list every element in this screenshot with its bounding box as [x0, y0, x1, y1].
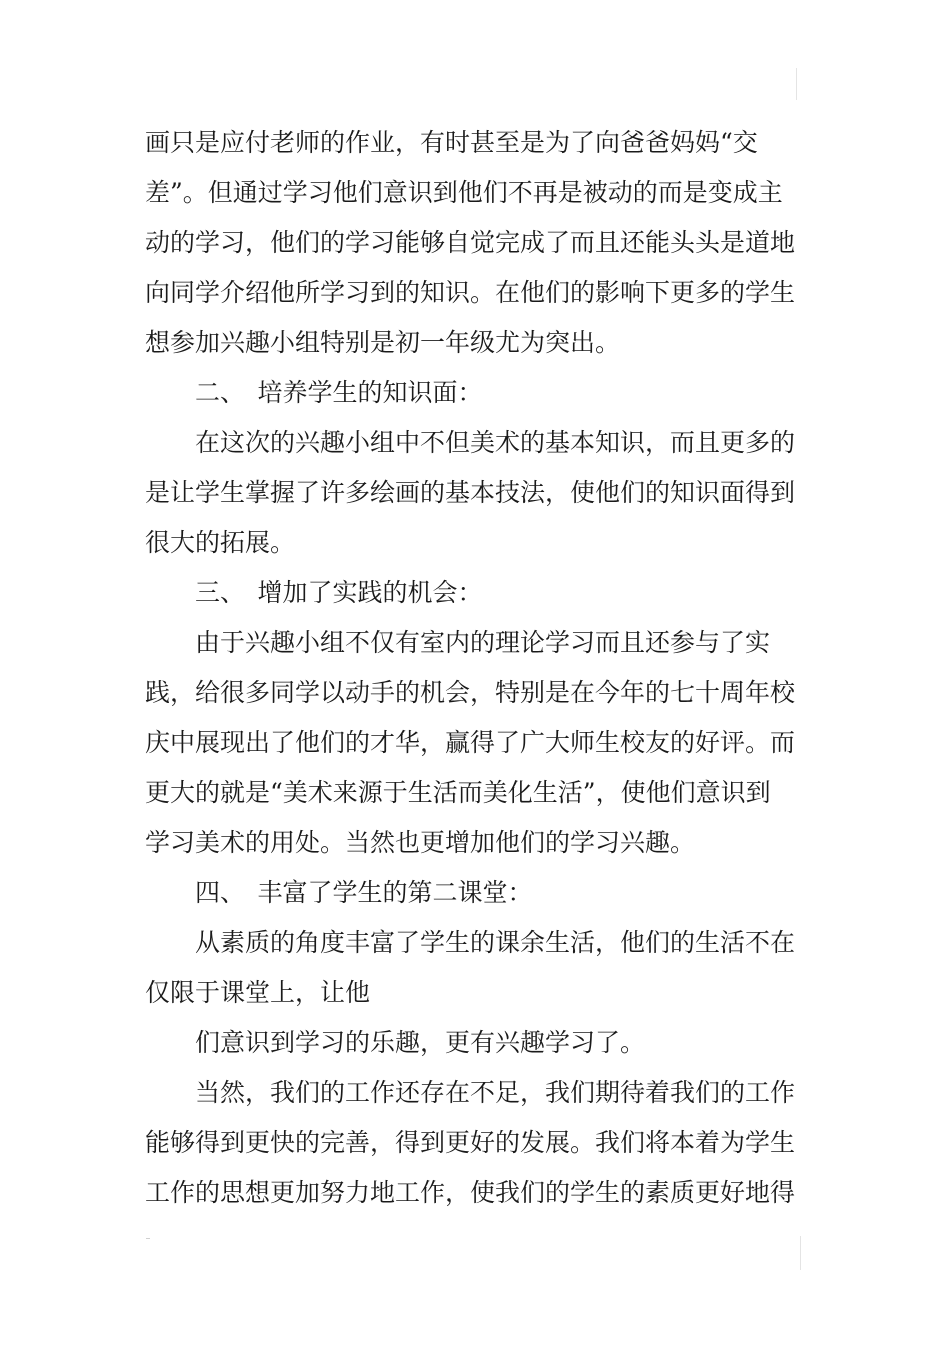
text-line: 践，给很多同学以动手的机会，特别是在今年的七十周年校: [145, 678, 796, 707]
text-line: 从素质的角度丰富了学生的课余生活，他们的生活不在: [195, 928, 796, 957]
text-line: 工作的思想更加努力地工作，使我们的学生的素质更好地得: [145, 1178, 796, 1207]
text-line: 当然，我们的工作还存在不足，我们期待着我们的工作: [195, 1078, 796, 1107]
page-corner-tick: [146, 1238, 150, 1239]
text-line: 画只是应付老师的作业，有时甚至是为了向爸爸妈妈“交: [145, 128, 758, 157]
text-line: 动的学习，他们的学习能够自觉完成了而且还能头头是道地: [145, 228, 796, 257]
page-edge-mark-bottom: [800, 1236, 801, 1270]
page-edge-mark-top: [796, 68, 797, 100]
text-line: 差”。但通过学习他们意识到他们不再是被动的而是变成主: [145, 178, 783, 207]
text-line: 很大的拓展。: [145, 528, 296, 557]
section-heading: 三、 增加了实践的机会：: [195, 578, 483, 607]
text-line: 是让学生掌握了许多绘画的基本技法，使他们的知识面得到: [145, 478, 796, 507]
text-line: 庆中展现出了他们的才华，赢得了广大师生校友的好评。而: [145, 728, 796, 757]
text-line: 在这次的兴趣小组中不但美术的基本知识，而且更多的: [195, 428, 796, 457]
text-line: 仅限于课堂上，让他: [145, 978, 371, 1007]
text-line: 想参加兴趣小组特别是初一年级尤为突出。: [145, 328, 621, 357]
section-heading: 二、 培养学生的知识面：: [195, 378, 483, 407]
text-line: 能够得到更快的完善，得到更好的发展。我们将本着为学生: [145, 1128, 796, 1157]
text-line: 向同学介绍他所学习到的知识。在他们的影响下更多的学生: [145, 278, 796, 307]
section-heading: 四、 丰富了学生的第二课堂：: [195, 878, 533, 907]
text-line: 由于兴趣小组不仅有室内的理论学习而且还参与了实: [195, 628, 771, 657]
text-line: 更大的就是“美术来源于生活而美化生活”，使他们意识到: [145, 778, 771, 807]
text-line: 学习美术的用处。当然也更增加他们的学习兴趣。: [145, 828, 696, 857]
text-line: 们意识到学习的乐趣，更有兴趣学习了。: [195, 1028, 646, 1057]
